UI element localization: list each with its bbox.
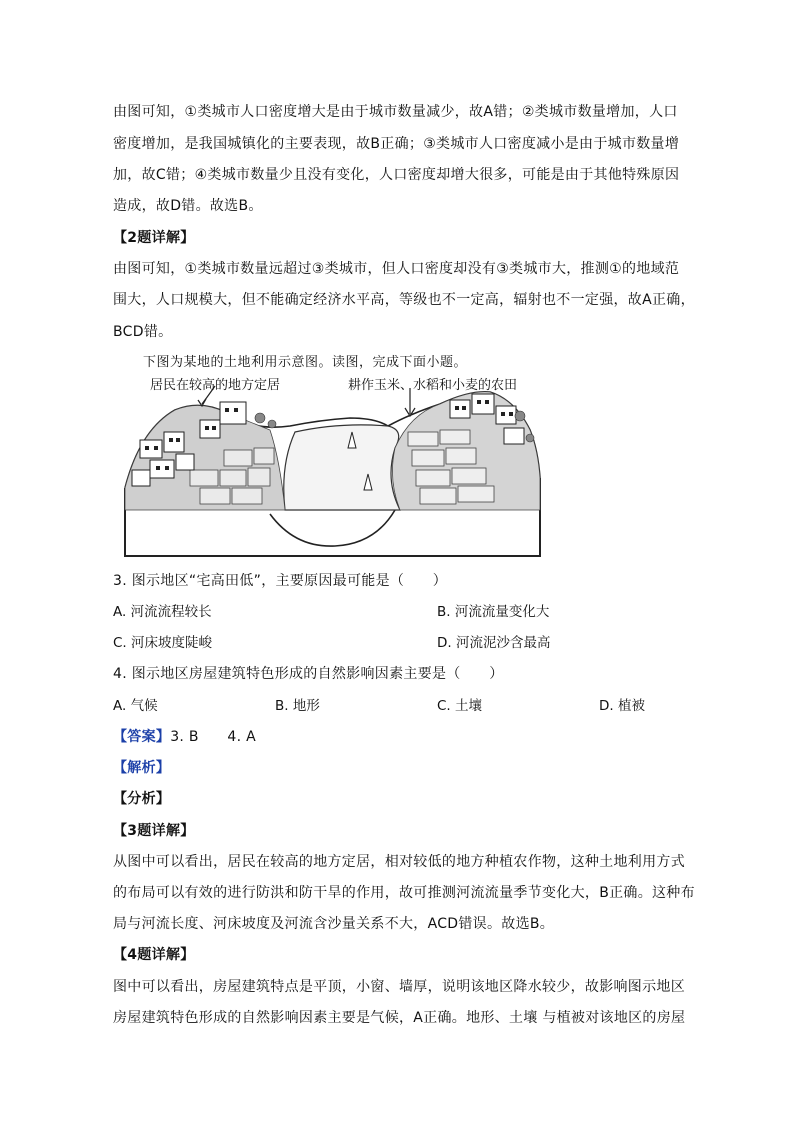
answer-value: 3. B 4. A [170,729,256,745]
q3-line-2: 的布局可以有效的进行防洪和防干旱的作用，故可推测河流流量季节变化大，B正确。这种布 [113,885,695,901]
q4-heading: 【4题详解】 [113,947,195,963]
figure-caption: 下图为某地的土地利用示意图。读图，完成下面小题。 [143,355,468,370]
q2-heading: 【2题详解】 [113,230,195,246]
land-use-sketch [120,370,545,562]
question-3-stem: 3. 图示地区“宅高田低”，主要原因最可能是（ ） [113,573,448,589]
figure-label-right: 耕作玉米、水稻和小麦的农田 [348,378,518,393]
intro-line-3: 加，故C错；④类城市数量少且没有变化，人口密度却增大很多，可能是由于其他特殊原因 [113,167,680,183]
answer-line [113,728,256,746]
question-4-stem: 4. 图示地区房屋建筑特色形成的自然影响因素主要是（ ） [113,666,504,682]
intro-line-1: 由图可知，①类城市人口密度增大是由于城市数量减少，故A错；②类城市数量增加，人口 [113,104,678,120]
land-use-figure [120,370,545,562]
q4-line-2: 房屋建筑特色形成的自然影响因素主要是气候，A正确。地形、土壤 与植被对该地区的房屋 [113,1010,686,1026]
figure-label-left: 居民在较高的地方定居 [150,378,281,393]
q2-line-2: 围大，人口规模大，但不能确定经济水平高，等级也不一定高，辐射也不一定强，故A正确， [113,292,695,308]
q4-option-c: C. 土壤 [437,698,483,714]
q3-option-c: C. 河床坡度陡峻 [113,635,213,651]
q3-line-3: 局与河流长度、河床坡度及河流含沙量关系不大，ACD错误。故选B。 [113,916,555,932]
q4-line-1: 图中可以看出，房屋建筑特点是平顶，小窗、墙厚，说明该地区降水较少，故影响图示地区 [113,979,685,995]
q2-line-3: BCD错。 [113,324,173,340]
analysis-heading: 【解析】 [113,760,171,776]
fenxi-heading: 【分析】 [113,791,171,807]
q4-option-b: B. 地形 [275,698,320,714]
q4-option-d: D. 植被 [599,698,645,714]
intro-line-2: 密度增加，是我国城镇化的主要表现，故B正确；③类城市人口密度减小是由于城市数量增 [113,136,680,152]
q3-option-b: B. 河流流量变化大 [437,604,550,620]
intro-line-4: 造成，故D错。故选B。 [113,198,263,214]
answer-label: 【答案】 [113,729,171,745]
q3-line-1: 从图中可以看出，居民在较高的地方定居，相对较低的地方种植农作物，这种土地利用方式 [113,854,685,870]
q3-heading: 【3题详解】 [113,823,195,839]
q3-option-d: D. 河流泥沙含最高 [437,635,551,651]
q4-option-a: A. 气候 [113,698,158,714]
q3-option-a: A. 河流流程较长 [113,604,212,620]
q2-line-1: 由图可知，①类城市数量远超过③类城市，但人口密度却没有③类城市大，推测①的地域范 [113,261,680,277]
